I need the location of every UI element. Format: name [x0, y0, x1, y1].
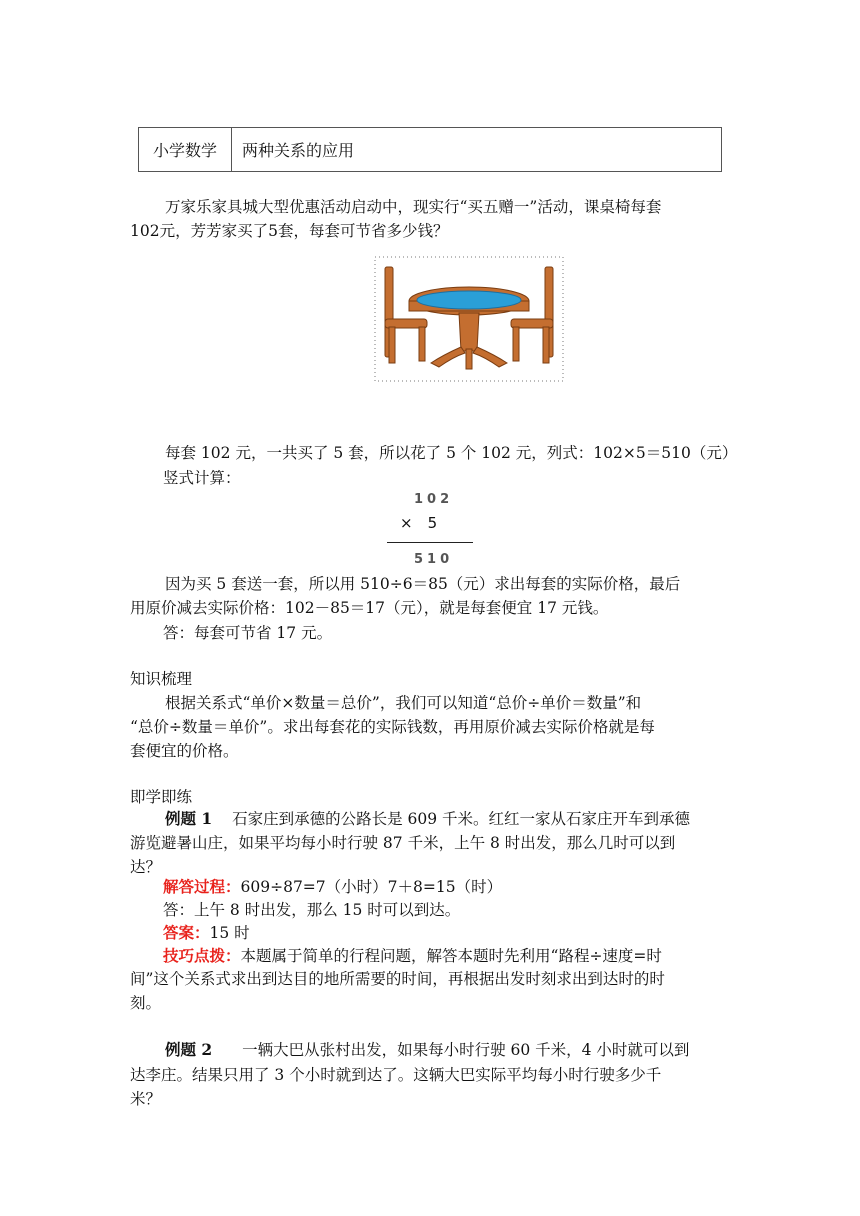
ex1-first-line — [165, 808, 690, 830]
solution-line-4: 用原价减去实际价格：102－85＝17（元），就是每套便宜 17 元钱。 — [130, 599, 609, 617]
ex1-line-1: 石家庄到承德的公路长是 609 千米。红红一家从石家庄开车到承德 — [232, 810, 691, 828]
ex1-answer — [163, 922, 250, 944]
ex1-process-text: 609÷87=7（小时）7＋8=15（时） — [240, 878, 503, 896]
calc-top: 102 — [414, 492, 454, 507]
header-table — [138, 127, 722, 172]
ex2-line-1: 一辆大巴从张村出发，如果每小时行驶 60 千米，4 小时就可以到 — [242, 1041, 690, 1059]
ex1-line-2: 游览避暑山庄，如果平均每小时行驶 87 千米，上午 8 时出发，那么几时可以到 — [130, 834, 676, 852]
intro-line-1: 万家乐家具城大型优惠活动启动中，现实行“买五赠一”活动，课桌椅每套 — [165, 198, 662, 216]
knowledge-line-3: 套便宜的价格。 — [130, 742, 239, 760]
ex1-line-3: 达？ — [130, 858, 162, 876]
practice-heading: 即学即练 — [130, 788, 193, 806]
solution-line-3: 因为买 5 套送一套，所以用 510÷6＝85（元）求出每套的实际价格，最后 — [165, 575, 681, 593]
topic-cell: 两种关系的应用 — [242, 141, 355, 160]
subject-cell: 小学数学 — [139, 128, 232, 171]
ex1-tip-line-3: 刻。 — [130, 994, 162, 1012]
calc-mult: × 5 — [400, 514, 438, 532]
calc-result: 510 — [414, 552, 454, 567]
solution-line-1: 每套 102 元，一共买了 5 套，所以花了 5 个 102 元，列式：102×5＝510（元） — [165, 444, 738, 462]
knowledge-line-1: 根据关系式“单价×数量＝总价”，我们可以知道“总价÷单价＝数量”和 — [165, 694, 642, 712]
ex2-label: 例题 2 — [165, 1040, 213, 1059]
intro-line-2: 102元，芳芳家买了5套，每套可节省多少钱？ — [130, 222, 449, 240]
solution-answer: 答：每套可节省 17 元。 — [163, 624, 333, 642]
ex1-answer-text: 15 时 — [209, 924, 250, 942]
ex1-tip-line-2: 间”这个关系式求出到达目的地所需要的时间，再根据出发时刻求出到达时的时 — [130, 970, 665, 988]
ex1-label: 例题 1 — [165, 809, 213, 828]
ex2-first-line — [165, 1039, 689, 1061]
solution-line-2: 竖式计算： — [163, 469, 241, 487]
ex1-reply: 答：上午 8 时出发，那么 15 时可以到达。 — [163, 901, 461, 919]
ex2-line-2: 达李庄。结果只用了 3 个小时就到达了。这辆大巴实际平均每小时行驶多少千 — [130, 1066, 662, 1084]
ex1-process — [163, 876, 502, 898]
ex1-answer-label: 答案： — [163, 923, 210, 942]
ex1-tip-line-1: 本题属于简单的行程问题，解答本题时先利用“路程÷速度=时 — [240, 947, 662, 965]
ex2-line-3: 米？ — [130, 1090, 162, 1108]
table-and-chairs-icon — [373, 255, 565, 383]
ex1-process-label: 解答过程： — [163, 877, 241, 896]
ex1-tip — [163, 945, 662, 967]
calc-rule — [387, 542, 473, 543]
ex1-tip-label: 技巧点拨： — [163, 946, 241, 965]
knowledge-heading: 知识梳理 — [130, 670, 193, 688]
knowledge-line-2: “总价÷数量＝单价”。求出每套花的实际钱数，再用原价减去实际价格就是每 — [130, 718, 655, 736]
